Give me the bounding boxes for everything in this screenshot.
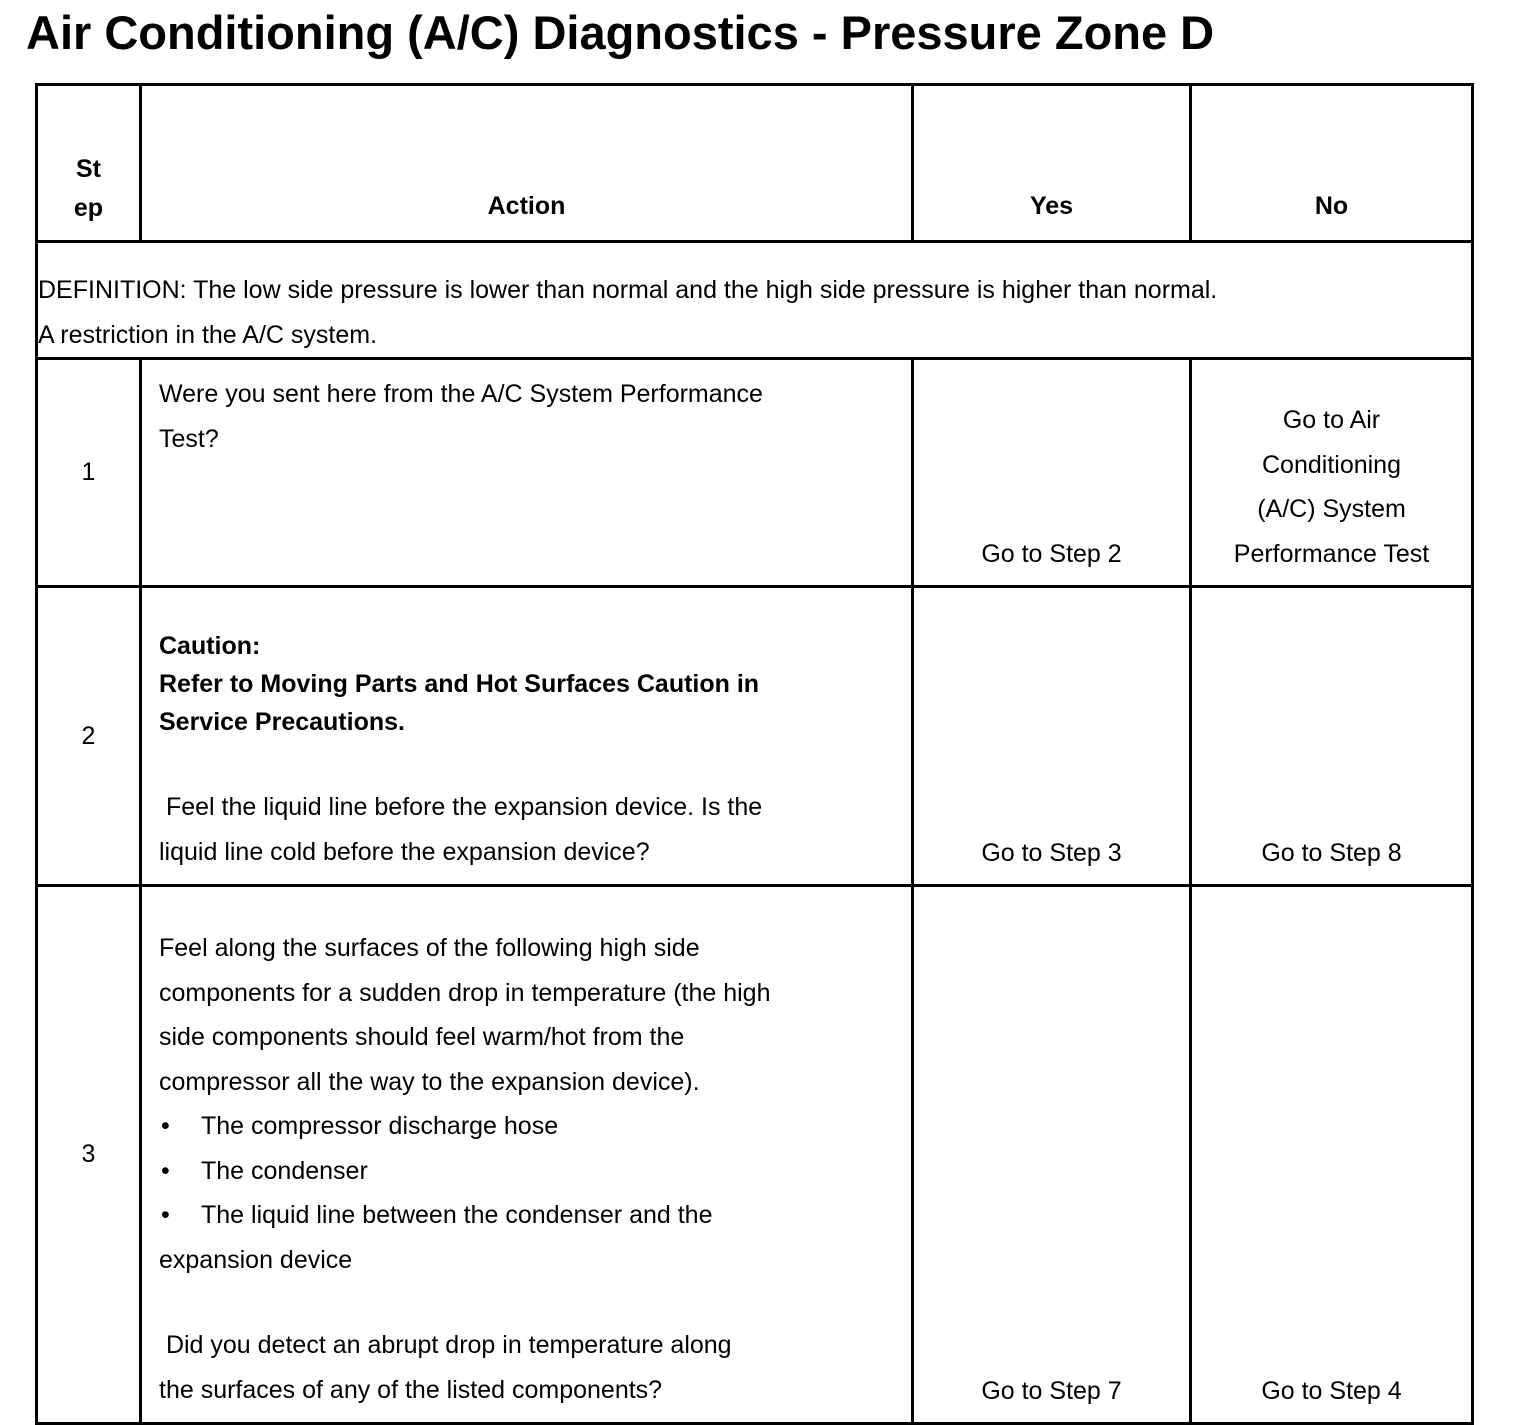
action-line: Feel along the surfaces of the following high side	[159, 934, 700, 962]
bullet-item	[159, 1149, 911, 1194]
action-line: components for a sudden drop in temperature (the high	[159, 978, 771, 1007]
no-cell: Go to Step 8	[1191, 587, 1473, 886]
caution-line: Refer to Moving Parts and Hot Surfaces Caution in	[159, 670, 760, 698]
question-line: Did you detect an abrupt drop in temperature along	[159, 1331, 732, 1359]
no-cell	[1191, 359, 1473, 587]
definition-line-2: A restriction in the A/C system.	[38, 320, 378, 349]
header-step-line1: St	[76, 155, 101, 183]
table-row	[37, 359, 1473, 587]
action-cell	[141, 587, 913, 886]
table-header-row	[37, 85, 1473, 242]
bullet-item	[159, 1104, 911, 1149]
spacer	[159, 1282, 911, 1323]
header-no: No	[1191, 85, 1473, 242]
bullet-text: The liquid line between the condenser and the	[201, 1201, 713, 1229]
no-cell: Go to Step 4	[1191, 886, 1473, 1424]
yes-cell: Go to Step 2	[913, 359, 1191, 587]
bullet-icon: •	[161, 1112, 170, 1140]
caution-line: Service Precautions.	[159, 708, 405, 736]
bullet-icon: •	[161, 1156, 170, 1185]
action-line: compressor all the way to the expansion device).	[159, 1067, 700, 1096]
action-line: side components should feel warm/hot from the	[159, 1023, 685, 1051]
caution-title: Caution:	[159, 632, 261, 660]
yes-cell: Go to Step 3	[913, 587, 1191, 886]
no-line: Conditioning	[1262, 450, 1401, 479]
bullet-continuation: expansion device	[159, 1245, 353, 1274]
action-cell	[141, 359, 913, 587]
step-number: 3	[37, 886, 141, 1424]
action-line: Feel the liquid line before the expansion device. Is the	[159, 793, 763, 821]
header-step	[37, 85, 141, 242]
page-title: Air Conditioning (A/C) Diagnostics - Pressure Zone D	[26, 6, 1215, 59]
bullet-text: The compressor discharge hose	[201, 1112, 559, 1140]
bullet-item	[159, 1193, 911, 1238]
table-row	[37, 886, 1473, 1424]
action-cell	[141, 886, 913, 1424]
header-step-line2: ep	[73, 194, 104, 222]
definition-line-1: DEFINITION: The low side pressure is lower than normal and the high side pressure is higher than normal.	[38, 276, 1218, 304]
table-row	[37, 587, 1473, 886]
bullet-text: The condenser	[201, 1156, 368, 1185]
header-action: Action	[141, 85, 913, 242]
yes-cell: Go to Step 7	[913, 886, 1191, 1424]
definition-row	[37, 242, 1473, 359]
action-line: Test?	[159, 424, 219, 453]
no-line: (A/C) System	[1257, 495, 1406, 523]
action-line: Were you sent here from the A/C System Performance	[159, 380, 763, 408]
bullet-icon: •	[161, 1201, 170, 1229]
caution-block	[159, 627, 911, 785]
question-line: the surfaces of any of the listed components?	[159, 1375, 663, 1404]
no-line: Performance Test	[1233, 539, 1430, 568]
diagnostic-table	[35, 83, 1474, 1425]
step-number: 2	[37, 587, 141, 886]
header-yes: Yes	[913, 85, 1191, 242]
no-line: Go to Air	[1282, 406, 1381, 434]
action-line: liquid line cold before the expansion device?	[159, 837, 650, 866]
step-number: 1	[37, 359, 141, 587]
definition-cell	[37, 242, 1473, 359]
